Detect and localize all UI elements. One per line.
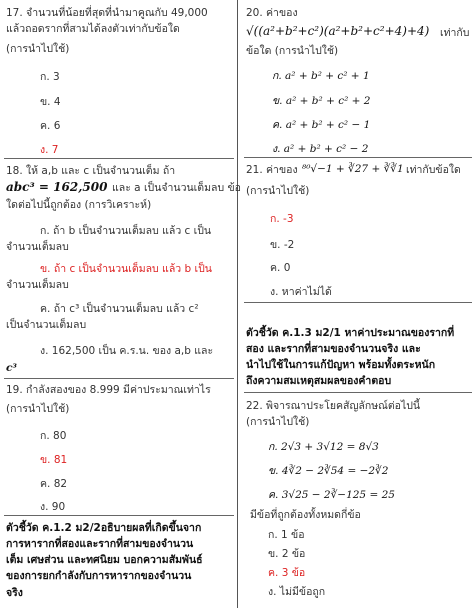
q18-expr: abc³ = 162,500 [6, 180, 108, 194]
divider [244, 392, 472, 393]
indicator-left-line4: ของการยกกำลังกับการหารากของจำนวน [6, 570, 192, 582]
right-column [244, 0, 472, 608]
q21-option-d: ง. หาค่าไม่ได้ [270, 286, 332, 298]
q18-option-b: ข. ถ้า c เป็นจำนวนเต็มลบ แล้ว b เป็น [40, 263, 212, 275]
q22-statement-c: ค. 3√25 − 2∛−125 = 25 [268, 489, 395, 501]
q20-option-b: ข. a² + b² + c² + 2 [272, 95, 371, 107]
q18-option-a-cont: จำนวนเต็มลบ [6, 241, 69, 253]
q21-expr: ⁸⁰√−1 + ∛27 + ∛∛1 [302, 163, 404, 175]
q22-option-b: ข. 2 ข้อ [268, 548, 306, 560]
q18-line1: 18. ให้ a,b และ c เป็นจำนวนเต็ม ถ้า [6, 165, 176, 177]
q17-option-d: ง. 7 [40, 144, 59, 156]
q17-option-b: ข. 4 [40, 96, 61, 108]
q18-option-d: ง. 162,500 เป็น ค.ร.น. ของ a,b และ [40, 345, 214, 357]
divider [4, 378, 234, 379]
indicator-right-line3: นำไปใช้ในการแก้ปัญหา พร้อมทั้งตระหนัก [246, 359, 436, 371]
q22-option-a: ก. 1 ข้อ [268, 529, 305, 541]
q21-label: 21. ค่าของ [246, 164, 298, 176]
divider [244, 157, 472, 158]
q20-tail: เท่ากับ [440, 27, 470, 39]
q17-line1: 17. จำนวนที่น้อยที่สุดที่นำมาคูณกับ 49,000 [6, 7, 208, 19]
q17-line2: แล้วถอดรากที่สามได้ลงตัวเท่ากับข้อใด [6, 23, 180, 35]
q22-line1: 22. พิจารณาประโยคสัญลักษณ์ต่อไปนี้ [246, 400, 421, 412]
q22-tag: (การนำไปใช้) [246, 416, 310, 428]
q19-option-d: ง. 90 [40, 501, 66, 513]
q19-line1: 19. กำลังสองของ 8.999 มีค่าประมาณเท่าไร [6, 384, 211, 396]
divider [4, 158, 234, 159]
indicator-left-line1: ตัวชี้วัด ค.1.2 ม2/2อธิบายผลที่เกิดขึ้นจาก [6, 522, 202, 534]
indicator-left-line5: จริง [6, 587, 23, 599]
q22-option-c: ค. 3 ข้อ [268, 567, 306, 579]
q17-option-a: ก. 3 [40, 71, 60, 83]
q22-question: มีข้อที่ถูกต้องทั้งหมดกี่ข้อ [250, 509, 361, 521]
indicator-right-line4: ถึงความสมเหตุสมผลของคำตอบ [246, 375, 392, 387]
column-divider [237, 0, 238, 608]
q21-tail: เท่ากับข้อใด [406, 164, 461, 176]
q17-option-c: ค. 6 [40, 120, 61, 132]
indicator-right-line2: สอง และรากที่สามของจำนวนจริง และ [246, 343, 421, 355]
q18-option-c: ค. ถ้า c³ เป็นจำนวนเต็มลบ แล้ว c² [40, 303, 199, 315]
q22-option-d: ง. ไม่มีข้อถูก [268, 586, 326, 598]
q19-option-a: ก. 80 [40, 430, 67, 442]
q22-statement-b: ข. 4∛2 − 2∛54 = −2∛2 [268, 465, 389, 477]
q18-line3: ใดต่อไปนี้ถูกต้อง (การวิเคราะห์) [6, 199, 152, 211]
q19-tag: (การนำไปใช้) [6, 403, 70, 415]
indicator-left-line3: เต็ม เศษส่วน และทศนิยม บอกความสัมพันธ์ [6, 554, 203, 566]
q19-option-c: ค. 82 [40, 478, 68, 490]
divider [244, 302, 472, 303]
left-column [4, 0, 241, 608]
q21-tag: (การนำไปใช้) [246, 185, 310, 197]
divider [4, 515, 234, 516]
q20-expr: √((a²+b²+c²)(a²+b²+c²+4)+4) [246, 24, 430, 38]
q20-option-a: ก. a² + b² + c² + 1 [272, 70, 370, 82]
q21-option-a: ก. -3 [270, 213, 294, 225]
indicator-left-line2: การหารากที่สองและรากที่สามของจำนวน [6, 538, 194, 550]
q18-option-d-cont: c³ [6, 362, 17, 374]
q20-option-d: ง. a² + b² + c² − 2 [272, 143, 369, 155]
q22-statement-a: ก. 2√3 + 3√12 = 8√3 [268, 441, 379, 453]
indicator-right-line1: ตัวชี้วัด ค.1.3 ม2/1 หาค่าประมาณของรากที่ [246, 327, 455, 339]
q18-option-c-cont: เป็นจำนวนเต็มลบ [6, 319, 87, 331]
q21-option-b: ข. -2 [270, 239, 295, 251]
q19-option-b: ข. 81 [40, 454, 68, 466]
q20-line2: ข้อใด (การนำไปใช้) [246, 45, 339, 57]
q20-label: 20. ค่าของ [246, 7, 298, 19]
q20-option-c: ค. a² + b² + c² − 1 [272, 119, 371, 131]
q18-option-b-cont: จำนวนเต็มลบ [6, 279, 69, 291]
q21-option-c: ค. 0 [270, 262, 291, 274]
q18-line2: และ a เป็นจำนวนเต็มลบ ข้อ [112, 182, 241, 194]
q18-option-a: ก. ถ้า b เป็นจำนวนเต็มลบ แล้ว c เป็น [40, 225, 212, 237]
q17-tag: (การนำไปใช้) [6, 43, 70, 55]
